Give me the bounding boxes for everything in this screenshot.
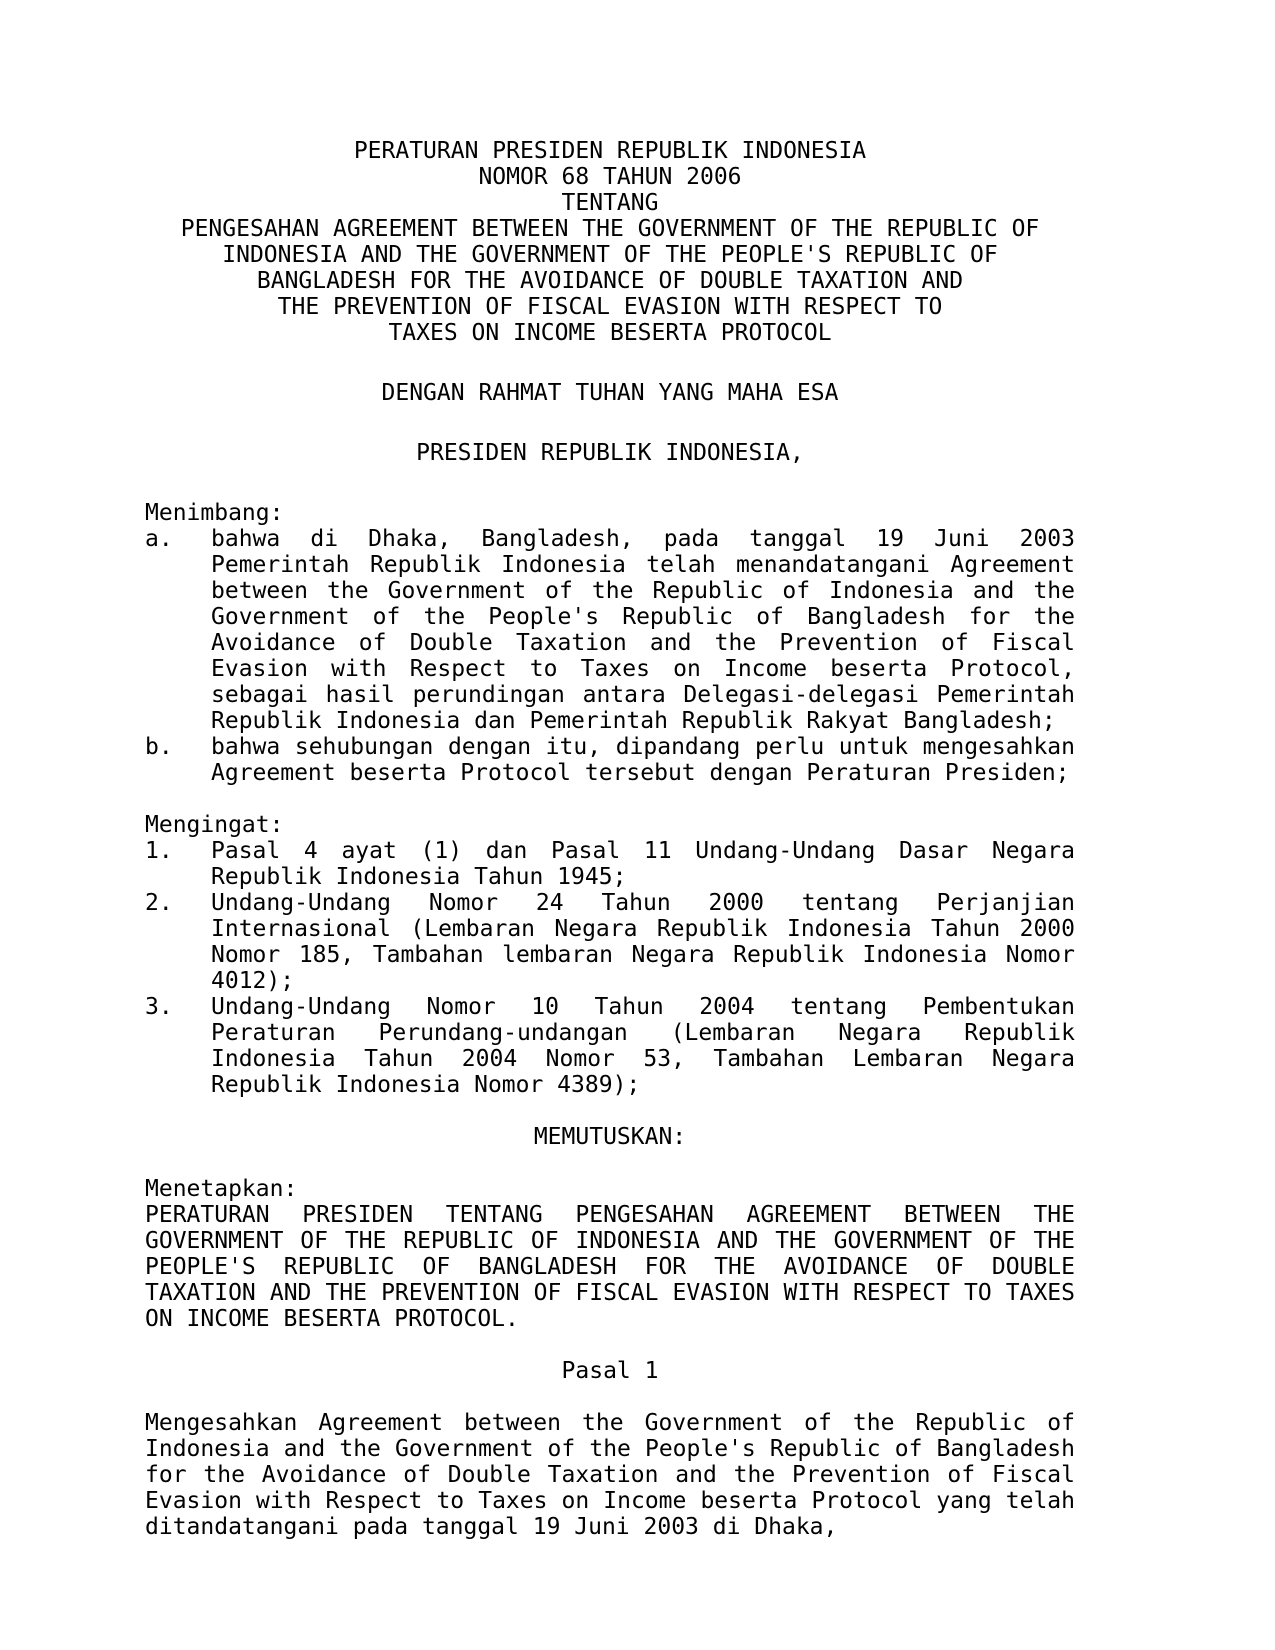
mengingat-item-3-text: Undang-Undang Nomor 10 Tahun 2004 tentang Pembentukan Peraturan Perundang-undangan (Lembaran Negara Republik Indonesia Tahun 2004 Nomor 53, Tambahan Lembaran Negara Republik Indonesia Nomor 4389);	[211, 994, 1075, 1098]
mengingat-item-1	[145, 838, 1075, 890]
spacer	[145, 786, 1075, 812]
menetapkan-label: Menetapkan:	[145, 1176, 298, 1202]
mengingat-item-3	[145, 994, 1075, 1098]
spacer	[145, 1098, 1075, 1124]
menimbang-item-a-marker: a.	[145, 526, 173, 552]
menimbang-item-a-text: bahwa di Dhaka, Bangladesh, pada tanggal 19 Juni 2003 Pemerintah Republik Indonesia telah menandatangani Agreement between the Government of the Republic of Indonesia and the Government of the People's Republic of Bangladesh for the Avoidance of Double Taxation and the Prevention of Fiscal Evasion with Respect to Taxes on Income beserta Protocol, sebagai hasil perundingan antara Delegasi-delegasi Pemerintah Republik Indonesia dan Pemerintah Republik Rakyat Bangladesh;	[211, 526, 1075, 734]
mengingat-item-2	[145, 890, 1075, 994]
title-line-subject-2: INDONESIA AND THE GOVERNMENT OF THE PEOPLE'S REPUBLIC OF	[222, 242, 998, 268]
mengingat-label: Mengingat:	[145, 812, 284, 838]
document-content	[145, 138, 1075, 1540]
mengingat-item-2-text: Undang-Undang Nomor 24 Tahun 2000 tentang Perjanjian Internasional (Lembaran Negara Republik Indonesia Tahun 2000 Nomor 185, Tambahan lembaran Negara Republik Indonesia Nomor 4012);	[211, 890, 1075, 994]
menimbang-section	[145, 500, 1075, 786]
title-line-subject-3: BANGLADESH FOR THE AVOIDANCE OF DOUBLE TAXATION AND	[256, 268, 964, 294]
title-line-subject-4: THE PREVENTION OF FISCAL EVASION WITH RESPECT TO	[277, 294, 943, 320]
spacer	[145, 346, 1075, 380]
spacer	[145, 406, 1075, 440]
menimbang-item-b	[145, 734, 1075, 786]
mengingat-item-1-marker: 1.	[145, 838, 173, 864]
spacer	[145, 1150, 1075, 1176]
mengingat-section	[145, 812, 1075, 1098]
document-title-block	[145, 138, 1075, 346]
spacer	[145, 1384, 1075, 1410]
issuer-line: PRESIDEN REPUBLIK INDONESIA,	[416, 440, 804, 466]
menetapkan-body: PERATURAN PRESIDEN TENTANG PENGESAHAN AGREEMENT BETWEEN THE GOVERNMENT OF THE REPUBLIC OF INDONESIA AND THE GOVERNMENT OF THE PEOPLE'S REPUBLIC OF BANGLADESH FOR THE AVOIDANCE OF DOUBLE TAXATION AND THE PREVENTION OF FISCAL EVASION WITH RESPECT TO TAXES ON INCOME BESERTA PROTOCOL.	[145, 1202, 1075, 1332]
menimbang-item-b-text: bahwa sehubungan dengan itu, dipandang perlu untuk mengesahkan Agreement beserta Protocol tersebut dengan Peraturan Presiden;	[211, 734, 1075, 786]
menimbang-item-b-marker: b.	[145, 734, 173, 760]
mengingat-item-1-text: Pasal 4 ayat (1) dan Pasal 11 Undang-Undang Dasar Negara Republik Indonesia Tahun 1945;	[211, 838, 1075, 890]
menetapkan-section	[145, 1176, 1075, 1332]
spacer	[145, 466, 1075, 500]
memutuskan-heading: MEMUTUSKAN:	[533, 1124, 687, 1150]
title-line-regulation: PERATURAN PRESIDEN REPUBLIK INDONESIA	[353, 138, 867, 164]
title-line-subject-5: TAXES ON INCOME BESERTA PROTOCOL	[388, 320, 832, 346]
menimbang-item-a	[145, 526, 1075, 734]
pasal-1-heading: Pasal 1	[561, 1358, 659, 1384]
mengingat-item-3-marker: 3.	[145, 994, 173, 1020]
pasal-1-body: Mengesahkan Agreement between the Government of the Republic of Indonesia and the Government of the People's Republic of Bangladesh for the Avoidance of Double Taxation and the Prevention of Fiscal Evasion with Respect to Taxes on Income beserta Protocol yang telah ditandatangani pada tanggal 19 Juni 2003 di Dhaka,	[145, 1410, 1075, 1540]
invocation-line: DENGAN RAHMAT TUHAN YANG MAHA ESA	[381, 380, 839, 406]
menimbang-label: Menimbang:	[145, 500, 284, 526]
title-line-subject-1: PENGESAHAN AGREEMENT BETWEEN THE GOVERNMENT OF THE REPUBLIC OF	[180, 216, 1040, 242]
title-line-number: NOMOR 68 TAHUN 2006	[478, 164, 742, 190]
title-line-tentang: TENTANG	[561, 190, 659, 216]
spacer	[145, 1332, 1075, 1358]
mengingat-item-2-marker: 2.	[145, 890, 173, 916]
